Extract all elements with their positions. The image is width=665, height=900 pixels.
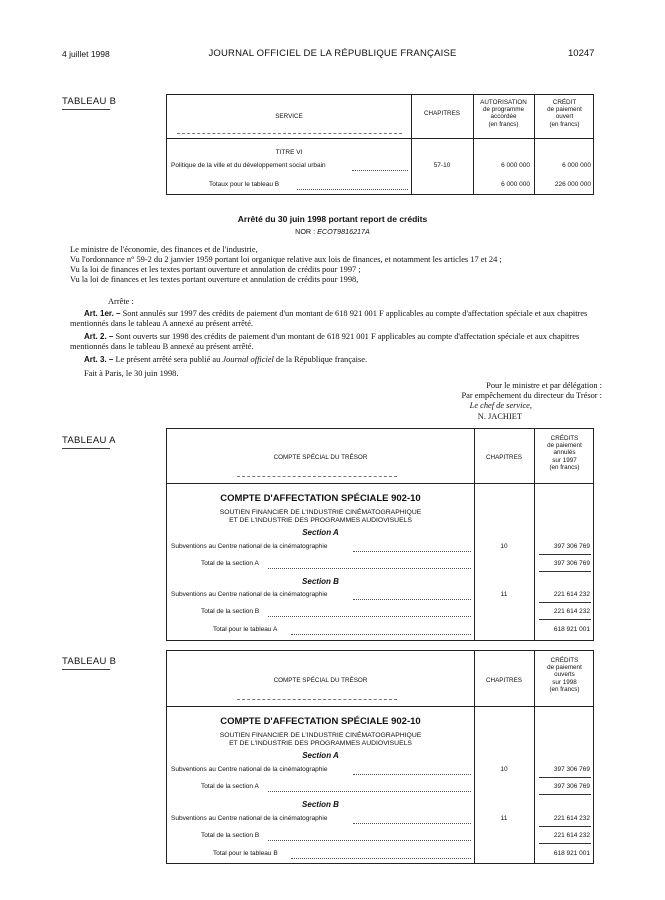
page-number: 10247 <box>568 48 595 59</box>
total-a-label: Total de la section A <box>201 783 259 790</box>
table-top <box>166 94 594 195</box>
total-autorisation: 6 000 000 <box>501 181 530 188</box>
row-autorisation: 6 000 000 <box>501 162 530 169</box>
row-a-label: Subventions au Centre national de la cinématographie <box>171 543 328 550</box>
total-label: Total pour le tableau A <box>213 626 278 633</box>
section-a: Section A <box>302 751 339 760</box>
table-top-label: TABLEAU B <box>62 96 116 110</box>
row-b-chapitre: 11 <box>500 591 508 598</box>
arrete-title: Arrêté du 30 juin 1998 portant report de crédits <box>237 214 428 224</box>
compte-title: COMPTE D'AFFECTATION SPÉCIALE 902-10 <box>220 493 421 504</box>
page-date: 4 juillet 1998 <box>62 49 110 59</box>
col-credits: CRÉDITS de paiement ouverts sur 1998 (en francs) <box>547 657 582 693</box>
table-a-label: TABLEAU A <box>62 435 116 449</box>
col-service: SERVICE <box>275 113 303 120</box>
total-b-value: 221 614 232 <box>553 832 590 839</box>
article-2: Art. 2. – Sont ouverts sur 1998 des crédits de paiement d'un montant de 618 921 001 F applicables au compte d'affectation spéciale et aux chapitres mentionnés dans le tableau B annexé au présent arrêté. <box>70 332 580 352</box>
row-label: Politique de la ville et du développement social urbain <box>171 162 326 169</box>
row-a-value: 397 306 769 <box>553 766 590 773</box>
row-a-chapitre: 10 <box>500 766 508 773</box>
fait-a-paris: Fait à Paris, le 30 juin 1998. <box>84 369 179 378</box>
titre-label: TITRE VI <box>275 149 303 156</box>
total-b-value: 221 614 232 <box>553 608 590 615</box>
section-b: Section B <box>302 577 339 586</box>
col-credits: CRÉDITS de paiement annulés sur 1997 (en francs) <box>547 435 582 471</box>
table-a <box>166 428 594 641</box>
arrete-nor: NOR : ECOT9816217A <box>295 227 370 236</box>
section-a: Section A <box>302 528 339 537</box>
col-credit: CRÉDIT de paiement ouvert (en francs) <box>547 99 582 128</box>
arrete-visas: Le ministre de l'économie, des finances et de l'industrie, Vu l'ordonnance n° 59-2 du 2 janvier 1959 portant loi organique relative aux lois de finances, et notamment les articles 17 et 24 ; Vu la loi de finances et les textes portant ouverture et annulation de crédits pour 1997 ; Vu la loi de finances et les textes portant ouverture et annulation de crédits pour 1998, <box>70 245 502 285</box>
row-a-value: 397 306 769 <box>553 543 590 550</box>
row-b-value: 221 614 232 <box>553 815 590 822</box>
signature-block: Pour le ministre et par délégation : Par empêchement du directeur du Trésor : Le chef de service, N. JACHIET <box>461 381 602 421</box>
total-value: 618 921 001 <box>553 850 590 857</box>
row-chapitre: 57-10 <box>433 162 451 169</box>
col-chapitres: CHAPITRES <box>485 677 523 684</box>
compte-title: COMPTE D'AFFECTATION SPÉCIALE 902-10 <box>220 716 421 727</box>
row-a-label: Subventions au Centre national de la cinématographie <box>171 766 328 773</box>
col-compte: COMPTE SPÉCIAL DU TRÉSOR <box>273 677 368 684</box>
total-b-label: Total de la section B <box>201 832 260 839</box>
table-b-label: TABLEAU B <box>62 656 116 670</box>
total-credit: 226 000 000 <box>554 181 591 188</box>
row-credit: 6 000 000 <box>562 162 591 169</box>
col-chapitres: CHAPITRES <box>485 454 523 461</box>
total-b-label: Total de la section B <box>201 608 260 615</box>
table-b <box>166 650 594 864</box>
row-a-chapitre: 10 <box>500 543 508 550</box>
row-b-label: Subventions au Centre national de la cinématographie <box>171 591 328 598</box>
total-label: Total pour le tableau B <box>213 850 278 857</box>
row-b-value: 221 614 232 <box>553 591 590 598</box>
col-compte: COMPTE SPÉCIAL DU TRÉSOR <box>273 454 368 461</box>
row-b-chapitre: 11 <box>500 815 508 822</box>
total-a-label: Total de la section A <box>201 560 259 567</box>
article-3: Art. 3. – Le présent arrêté sera publié au Journal officiel de la République française. <box>84 355 368 364</box>
journal-title: JOURNAL OFFICIEL DE LA RÉPUBLIQUE FRANÇAISE <box>208 48 457 59</box>
total-a-value: 397 306 769 <box>553 560 590 567</box>
total-label: Totaux pour le tableau B <box>209 181 280 188</box>
total-value: 618 921 001 <box>553 626 590 633</box>
compte-subtitle: SOUTIEN FINANCIER DE L'INDUSTRIE CINÉMATOGRAPHIQUE ET DE L'INDUSTRIE DES PROGRAMMES AUDIOVISUELS <box>219 509 422 524</box>
compte-subtitle: SOUTIEN FINANCIER DE L'INDUSTRIE CINÉMATOGRAPHIQUE ET DE L'INDUSTRIE DES PROGRAMMES AUDIOVISUELS <box>219 732 422 747</box>
row-b-label: Subventions au Centre national de la cinématographie <box>171 815 328 822</box>
arrete-word: Arrête : <box>108 297 134 306</box>
section-b: Section B <box>302 800 339 809</box>
article-1: Art. 1er. – Sont annulés sur 1997 des crédits de paiement d'un montant de 618 921 001 F applicables au compte d'affectation spéciale et aux chapitres mentionnés dans le tableau A annexé au présent arrêté. <box>70 309 588 329</box>
col-autorisation: AUTORISATION de programme accordée (en francs) <box>480 99 527 128</box>
total-a-value: 397 306 769 <box>553 783 590 790</box>
col-chapitres: CHAPITRES <box>423 110 461 117</box>
